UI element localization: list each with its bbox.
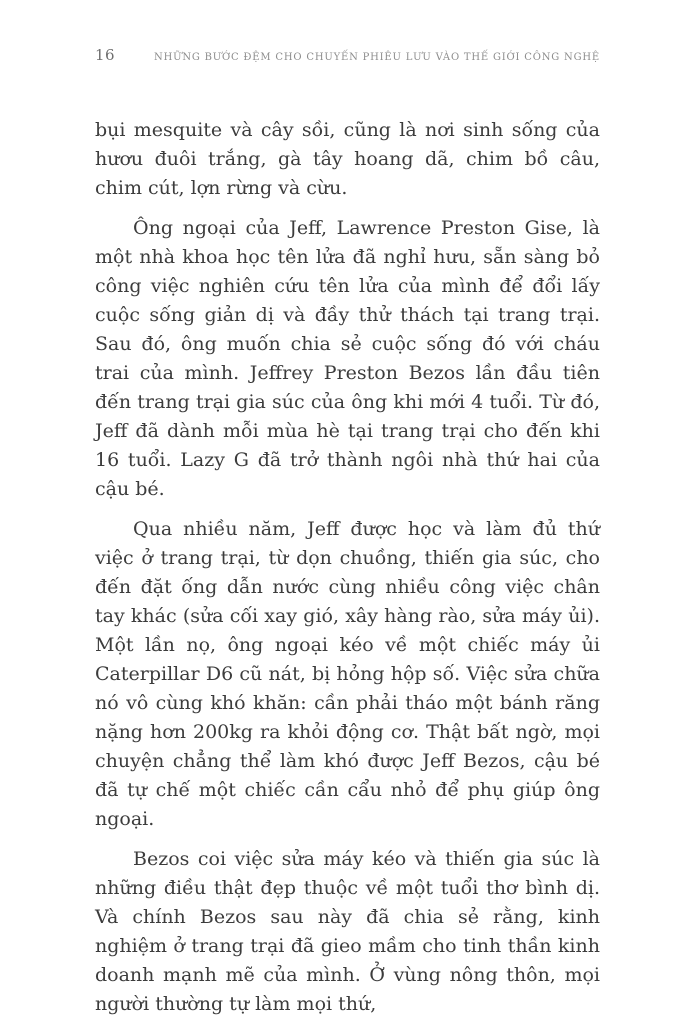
running-header: NHỮNG BƯỚC ĐỆM CHO CHUYẾN PHIÊU LƯU VÀO THẾ GIỚI CÔNG NGHỆ bbox=[154, 51, 600, 64]
paragraph: Bezos coi việc sửa máy kéo và thiến gia súc là những điều thật đẹp thuộc về một tuổi thơ bình dị. Và chính Bezos sau này đã chia sẻ rằng, kinh nghiệm ở trang trại đã gieo mầm cho tinh thần kinh doanh mạnh mẽ của mình. Ở vùng nông thôn, mọi người thường tự làm mọi thứ, bbox=[95, 848, 600, 1015]
page-header bbox=[95, 46, 600, 64]
paragraph: Qua nhiều năm, Jeff được học và làm đủ thứ việc ở trang trại, từ dọn chuồng, thiến gia súc, cho đến đặt ống dẫn nước cùng nhiều công việc chân tay khác (sửa cối xay gió, xây hàng rào, sửa máy ủi). Một lần nọ, ông ngoại kéo về một chiếc máy ủi Caterpillar D6 cũ nát, bị hỏng hộp số. Việc sửa chữa nó vô cùng khó khăn: cần phải tháo một bánh răng nặng hơn 200kg ra khỏi động cơ. Thật bất ngờ, mọi chuyện chẳng thể làm khó được Jeff Bezos, cậu bé đã tự chế một chiếc cần cẩu nhỏ để phụ giúp ông ngoại. bbox=[95, 518, 600, 830]
paragraph: bụi mesquite và cây sồi, cũng là nơi sinh sống của hươu đuôi trắng, gà tây hoang dã, chim bồ câu, chim cút, lợn rừng và cừu. bbox=[95, 119, 600, 199]
paragraph: Ông ngoại của Jeff, Lawrence Preston Gise, là một nhà khoa học tên lửa đã nghỉ hưu, sẵn sàng bỏ công việc nghiên cứu tên lửa của mình để đổi lấy cuộc sống giản dị và đầy thử thách tại trang trại. Sau đó, ông muốn chia sẻ cuộc sống đó với cháu trai của mình. Jeffrey Preston Bezos lần đầu tiên đến trang trại gia súc của ông khi mới 4 tuổi. Từ đó, Jeff đã dành mỗi mùa hè tại trang trại cho đến khi 16 tuổi. Lazy G đã trở thành ngôi nhà thứ hai của cậu bé. bbox=[95, 217, 600, 500]
page-number: 16 bbox=[95, 46, 116, 64]
body-text bbox=[95, 116, 600, 1019]
